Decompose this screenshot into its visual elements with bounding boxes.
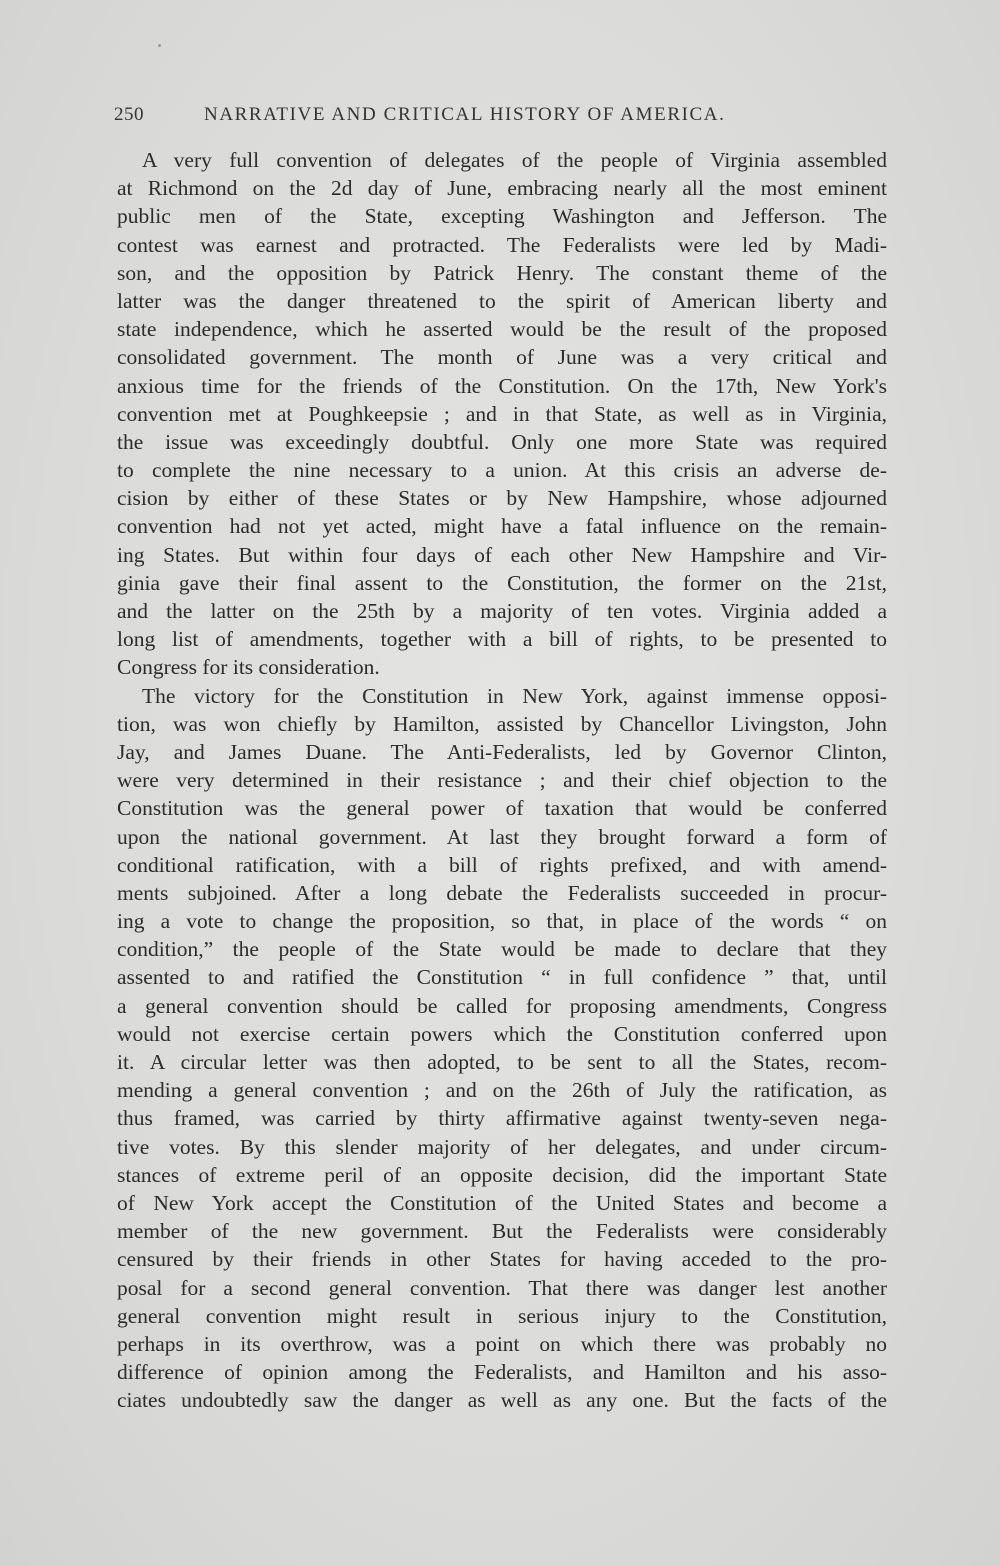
text-line: of New York accept the Constitution of the United States and become a <box>117 1190 887 1215</box>
text-line: general convention might result in serious injury to the Constitution, <box>117 1303 887 1328</box>
text-line: at Richmond on the 2d day of June, embracing nearly all the most eminent <box>117 176 887 201</box>
text-line: censured by their friends in other States for having acceded to the pro- <box>117 1247 887 1272</box>
page-number: 250 <box>114 104 144 125</box>
text-line: public men of the State, excepting Washington and Jefferson. The <box>117 204 887 229</box>
paragraph-1-last-line: Congress for its consideration. <box>117 655 380 680</box>
text-line: ing a vote to change the proposition, so that, in place of the words “ on <box>117 909 887 934</box>
body-text <box>117 146 887 1414</box>
text-line: Jay, and James Duane. The Anti-Federalists, led by Governor Clinton, <box>117 739 887 764</box>
text-line: ing States. But within four days of each other New Hampshire and Vir- <box>117 542 887 567</box>
text-line: long list of amendments, together with a bill of rights, to be presented to <box>117 627 887 652</box>
text-line: and the latter on the 25th by a majority of ten votes. Virginia added a <box>117 599 887 623</box>
text-line: tion, was won chiefly by Hamilton, assisted by Chancellor Livingston, John <box>117 711 887 736</box>
running-title: NARRATIVE AND CRITICAL HISTORY OF AMERICA. <box>204 104 726 125</box>
paragraph-2-first-line: The victory for the Constitution in New York, against immense opposi- <box>142 683 887 708</box>
text-line: convention met at Poughkeepsie ; and in that State, as well as in Virginia, <box>117 401 887 426</box>
text-line: member of the new government. But the Federalists were considerably <box>117 1219 887 1244</box>
text-line: to complete the nine necessary to a union. At this crisis an adverse de- <box>117 458 887 483</box>
text-line: a general convention should be called for proposing amendments, Congress <box>117 993 887 1018</box>
text-line: thus framed, was carried by thirty affirmative against twenty-seven nega- <box>117 1106 887 1131</box>
text-line: consolidated government. The month of June was a very critical and <box>117 345 887 370</box>
text-line: the issue was exceedingly doubtful. Only one more State was required <box>117 429 887 454</box>
text-line: anxious time for the friends of the Constitution. On the 17th, New York's <box>117 373 887 398</box>
text-line: son, and the opposition by Patrick Henry. The constant theme of the <box>117 260 887 285</box>
text-line: would not exercise certain powers which the Constitution conferred upon <box>117 1021 887 1046</box>
text-line: tive votes. By this slender majority of her delegates, and under circum- <box>117 1134 887 1159</box>
paper-speck <box>158 44 161 47</box>
text-line: Constitution was the general power of taxation that would be conferred <box>117 796 887 821</box>
text-line: contest was earnest and protracted. The Federalists were led by Madi- <box>117 232 887 257</box>
text-line: posal for a second general convention. That there was danger lest another <box>117 1275 887 1300</box>
text-line: convention had not yet acted, might have a fatal influence on the remain- <box>117 514 887 539</box>
text-line: ments subjoined. After a long debate the Federalists succeeded in procur- <box>117 880 887 905</box>
text-line: it. A circular letter was then adopted, to be sent to all the States, recom- <box>117 1050 887 1074</box>
text-line: stances of extreme peril of an opposite decision, did the important State <box>117 1162 887 1187</box>
text-line: upon the national government. At last they brought forward a form of <box>117 824 887 849</box>
text-line: condition,” the people of the State would be made to declare that they <box>117 937 887 962</box>
text-line: cision by either of these States or by New Hampshire, whose adjourned <box>117 486 887 511</box>
text-line: were very determined in their resistance ; and their chief objection to the <box>117 768 887 793</box>
text-line: perhaps in its overthrow, was a point on which there was probably no <box>117 1331 887 1356</box>
text-line: state independence, which he asserted would be the result of the proposed <box>117 317 887 342</box>
text-line: latter was the danger threatened to the spirit of American liberty and <box>117 288 887 313</box>
paragraph-1-first-line: A very full convention of delegates of the people of Virginia assembled <box>142 148 887 172</box>
text-line: ginia gave their final assent to the Constitution, the former on the 21st, <box>117 570 887 595</box>
text-line: ciates undoubtedly saw the danger as well as any one. But the facts of the <box>117 1388 887 1413</box>
text-line: conditional ratification, with a bill of rights prefixed, and with amend- <box>117 852 887 877</box>
text-line: mending a general convention ; and on the 26th of July the ratification, as <box>117 1078 887 1103</box>
page-header <box>114 104 790 136</box>
text-line: difference of opinion among the Federalists, and Hamilton and his asso- <box>117 1360 887 1385</box>
text-line: assented to and ratified the Constitution “ in full confidence ” that, until <box>117 965 887 990</box>
